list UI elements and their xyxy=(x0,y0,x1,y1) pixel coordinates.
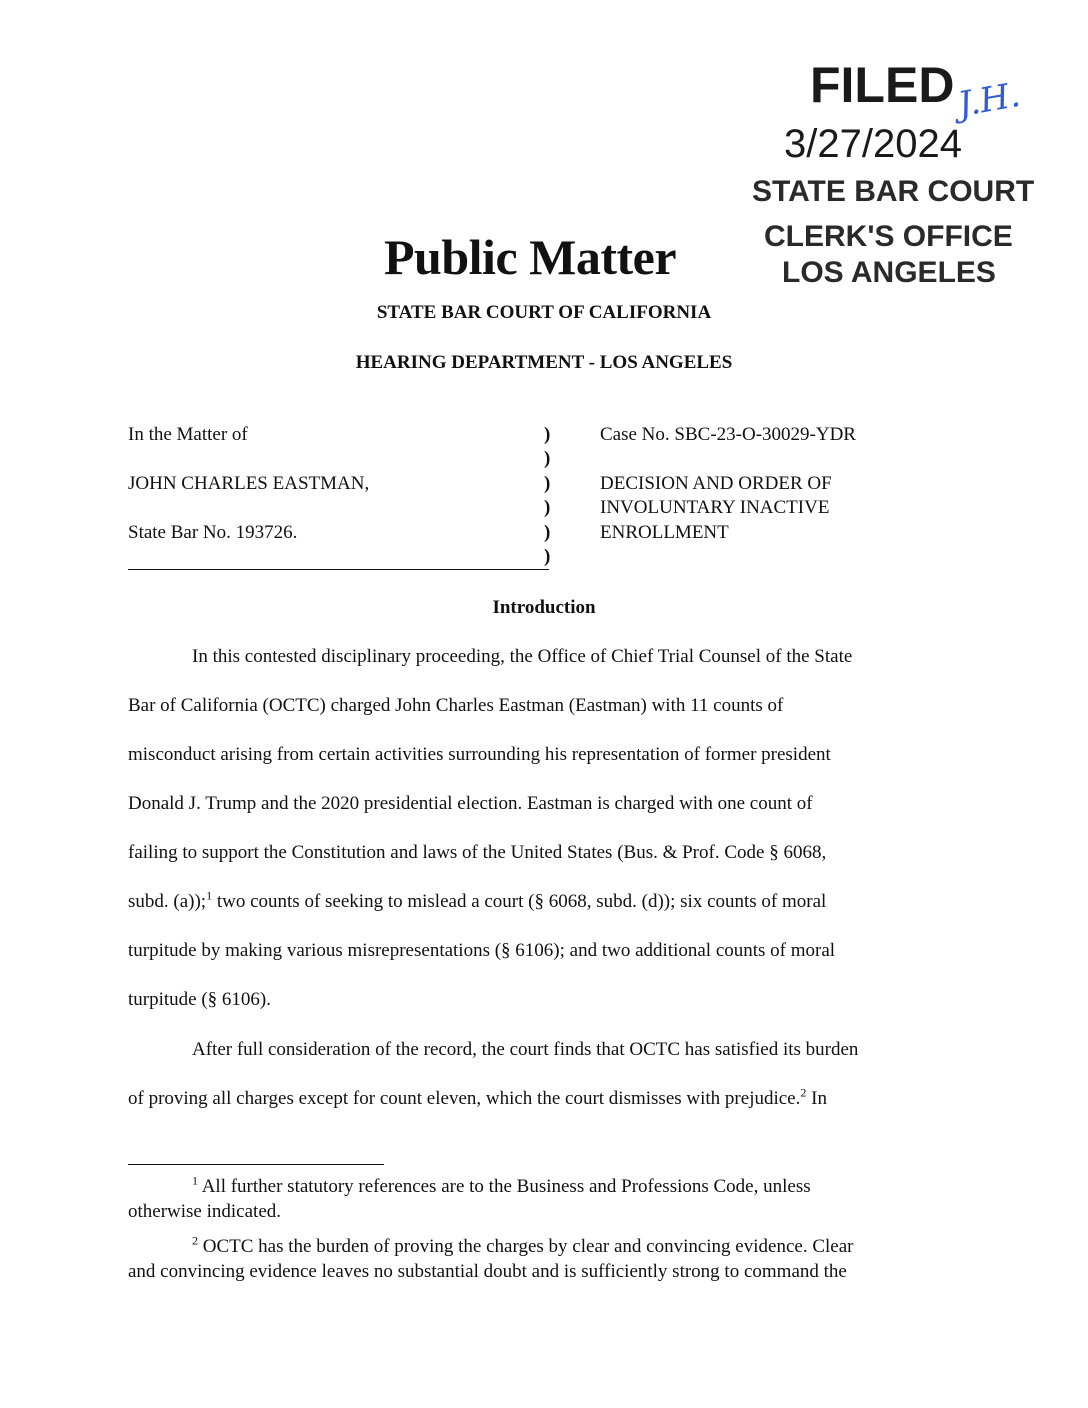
footnote-marker-1: 1 xyxy=(192,1173,198,1188)
paragraph-line: After full consideration of the record, the court finds that OCTC has satisfied its burden xyxy=(192,1039,859,1060)
paragraph-line: turpitude by making various misrepresentations (§ 6106); and two additional counts of moral xyxy=(128,940,836,961)
caption-respondent: JOHN CHARLES EASTMAN, xyxy=(128,473,370,494)
caption-paren: ) xyxy=(544,546,551,567)
stamp-filed: FILED xyxy=(810,57,955,113)
paragraph-text: subd. (a)); xyxy=(128,891,207,912)
paragraph-text: of proving all charges except for count eleven, which the court dismisses with prejudice. xyxy=(128,1088,801,1109)
footnote-1-line xyxy=(192,1173,811,1198)
paragraph-line: Bar of California (OCTC) charged John Charles Eastman (Eastman) with 11 counts of xyxy=(128,695,784,716)
decision-title-line: ENROLLMENT xyxy=(600,522,729,543)
court-name: STATE BAR COURT OF CALIFORNIA xyxy=(376,302,712,323)
public-matter-title: Public Matter xyxy=(384,229,677,285)
decision-title-line: INVOLUNTARY INACTIVE xyxy=(600,497,830,518)
stamp-date: 3/27/2024 xyxy=(784,122,962,166)
section-heading-introduction: Introduction xyxy=(492,597,596,618)
paragraph-text: In xyxy=(806,1088,827,1109)
stamp-city: LOS ANGELES xyxy=(782,256,996,289)
paragraph-line: Donald J. Trump and the 2020 presidential election. Eastman is charged with one count of xyxy=(128,793,813,814)
paragraph-line: misconduct arising from certain activities surrounding his representation of former president xyxy=(128,744,831,765)
caption-paren: ) xyxy=(544,473,551,494)
footnote-2-line: and convincing evidence leaves no substantial doubt and is sufficiently strong to command the xyxy=(128,1261,847,1282)
caption-paren: ) xyxy=(544,424,551,445)
decision-title-line: DECISION AND ORDER OF xyxy=(600,473,832,494)
stamp-court: STATE BAR COURT xyxy=(752,175,1035,208)
caption-paren: ) xyxy=(544,448,551,469)
stamp-initials-signature: J.H. xyxy=(955,74,1024,126)
caption-matter-of: In the Matter of xyxy=(128,424,248,445)
stamp-office: CLERK'S OFFICE xyxy=(764,220,1013,253)
footnote-1-line: otherwise indicated. xyxy=(128,1201,282,1222)
caption-paren: ) xyxy=(544,522,551,543)
caption-rule xyxy=(128,569,549,570)
footnote-2-line xyxy=(192,1233,854,1258)
footnote-text: OCTC has the burden of proving the charges by clear and convincing evidence. Clear xyxy=(198,1236,854,1257)
department-name: HEARING DEPARTMENT - LOS ANGELES xyxy=(355,352,733,373)
paragraph-line: In this contested disciplinary proceeding, the Office of Chief Trial Counsel of the State xyxy=(192,646,853,667)
footnote-marker-2: 2 xyxy=(192,1233,198,1248)
paragraph-text: two counts of seeking to mislead a court (§ 6068, subd. (d)); six counts of moral xyxy=(212,891,827,912)
paragraph-line xyxy=(128,1085,827,1110)
footnote-reference-1[interactable]: 1 xyxy=(206,888,213,903)
case-number: Case No. SBC-23-O-30029-YDR xyxy=(600,424,856,445)
footnote-text: All further statutory references are to the Business and Professions Code, unless xyxy=(198,1176,811,1197)
footnote-reference-2[interactable]: 2 xyxy=(800,1085,807,1100)
paragraph-line xyxy=(128,888,827,913)
caption-bar-number: State Bar No. 193726. xyxy=(128,522,298,543)
paragraph-line: turpitude (§ 6106). xyxy=(128,989,272,1010)
caption-paren: ) xyxy=(544,497,551,518)
footnote-separator xyxy=(128,1164,384,1165)
paragraph-line: failing to support the Constitution and laws of the United States (Bus. & Prof. Code § 6068, xyxy=(128,842,827,863)
